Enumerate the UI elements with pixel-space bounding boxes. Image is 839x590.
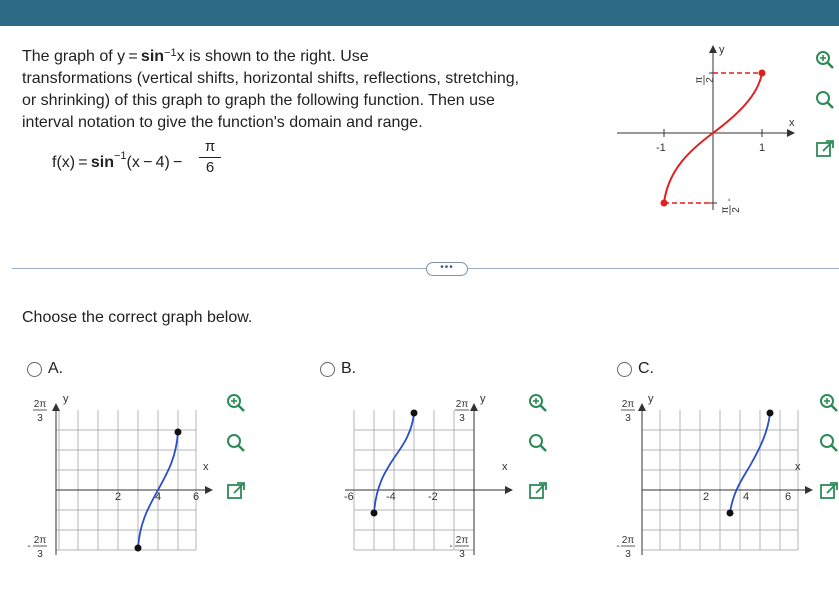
svg-text:-: - bbox=[27, 541, 31, 552]
x-tick-label: 6 bbox=[785, 491, 792, 503]
expand-icon[interactable] bbox=[226, 481, 246, 501]
x-axis-label: x bbox=[502, 461, 508, 473]
zoom-out-icon[interactable] bbox=[226, 433, 246, 453]
option-b[interactable]: B. bbox=[320, 360, 356, 378]
y-axis-label: y bbox=[719, 44, 725, 56]
y-bottom-tick-label bbox=[616, 535, 635, 560]
option-c-curve bbox=[730, 413, 770, 513]
zoom-out-icon[interactable] bbox=[815, 90, 835, 110]
y-axis-label: y bbox=[63, 393, 69, 405]
x-axis-label: x bbox=[203, 461, 209, 473]
x-axis-label: x bbox=[789, 117, 795, 129]
option-a-endpoint-top bbox=[175, 429, 182, 436]
x-tick-label: 1 bbox=[759, 142, 766, 154]
more-button[interactable]: ••• bbox=[426, 262, 468, 276]
option-a-radio[interactable] bbox=[27, 362, 42, 377]
svg-text:2: 2 bbox=[705, 77, 716, 83]
x-tick-label: 4 bbox=[155, 491, 162, 503]
expand-icon[interactable] bbox=[815, 139, 835, 159]
svg-text:3: 3 bbox=[37, 413, 43, 424]
y-top-tick-label bbox=[455, 399, 469, 424]
option-b-graph bbox=[335, 392, 527, 572]
zoom-in-icon[interactable] bbox=[819, 393, 839, 413]
svg-text:3: 3 bbox=[459, 413, 465, 424]
svg-text:2π: 2π bbox=[621, 399, 635, 410]
x-tick-label: 4 bbox=[743, 491, 750, 503]
svg-text:2π: 2π bbox=[33, 399, 47, 410]
svg-text:3: 3 bbox=[625, 413, 631, 424]
svg-text:2π: 2π bbox=[455, 535, 469, 546]
zoom-in-icon[interactable] bbox=[226, 393, 246, 413]
x-tick-label: -1 bbox=[656, 142, 666, 154]
zoom-out-icon[interactable] bbox=[819, 433, 839, 453]
svg-text:π: π bbox=[720, 206, 731, 214]
y-bottom-tick-label bbox=[720, 198, 742, 215]
y-bottom-tick-label bbox=[27, 535, 47, 560]
reference-graph bbox=[612, 36, 800, 226]
svg-text:2π: 2π bbox=[621, 535, 635, 546]
option-b-endpoint-bottom bbox=[371, 510, 378, 517]
svg-text:-: - bbox=[449, 541, 453, 552]
option-c-radio[interactable] bbox=[617, 362, 632, 377]
svg-text:3: 3 bbox=[37, 549, 43, 560]
y-top-tick-label bbox=[621, 399, 635, 424]
svg-text:3: 3 bbox=[459, 549, 465, 560]
curve-endpoint-bottom bbox=[661, 200, 668, 207]
svg-text:3: 3 bbox=[625, 549, 631, 560]
y-top-tick-label bbox=[33, 399, 47, 424]
svg-text:-: - bbox=[616, 541, 620, 552]
top-bar bbox=[0, 0, 839, 26]
option-a-graph bbox=[26, 392, 216, 572]
option-b-radio[interactable] bbox=[320, 362, 335, 377]
zoom-in-icon[interactable] bbox=[528, 393, 548, 413]
x-tick-label: -6 bbox=[344, 491, 354, 503]
expand-icon[interactable] bbox=[528, 481, 548, 501]
svg-text:2: 2 bbox=[731, 207, 742, 213]
x-tick-label: 2 bbox=[115, 491, 122, 503]
zoom-in-icon[interactable] bbox=[815, 50, 835, 70]
y-bottom-tick-label bbox=[449, 535, 469, 560]
option-c[interactable]: C. bbox=[617, 360, 654, 378]
option-b-endpoint-top bbox=[411, 410, 418, 417]
pi-over-6-fraction: π 6 bbox=[199, 138, 221, 177]
y-axis-label: y bbox=[480, 393, 486, 405]
zoom-out-icon[interactable] bbox=[528, 433, 548, 453]
option-c-graph bbox=[615, 392, 815, 572]
x-tick-label: -2 bbox=[428, 491, 438, 503]
x-axis-label: x bbox=[795, 461, 801, 473]
choose-prompt: Choose the correct graph below. bbox=[22, 309, 253, 326]
option-a-endpoint-bottom bbox=[135, 545, 142, 552]
svg-text:-: - bbox=[724, 198, 735, 202]
curve-endpoint-top bbox=[759, 70, 766, 77]
svg-text:2π: 2π bbox=[33, 535, 47, 546]
option-c-endpoint-bottom bbox=[727, 510, 734, 517]
option-c-endpoint-top bbox=[767, 410, 774, 417]
x-tick-label: 2 bbox=[703, 491, 710, 503]
question-text: The graph of $y = \sin^{-1}x$ is shown to the right. Use transformations (vertical shifts, horizontal shifts, reflections, stretching, or shrinking) of this graph to graph the following function. Then use interval notation to give the function's domain and range. bbox=[22, 47, 520, 131]
function-formula: $f(x) = \sin^{-1}(x - 4)$ − π 6 bbox=[52, 138, 282, 188]
y-axis-label: y bbox=[648, 393, 654, 405]
svg-text:π: π bbox=[694, 76, 705, 84]
x-tick-label: -4 bbox=[386, 491, 396, 503]
expand-icon[interactable] bbox=[819, 481, 839, 501]
option-a[interactable]: A. bbox=[27, 360, 63, 378]
svg-text:2π: 2π bbox=[455, 399, 469, 410]
x-tick-label: 6 bbox=[193, 491, 200, 503]
